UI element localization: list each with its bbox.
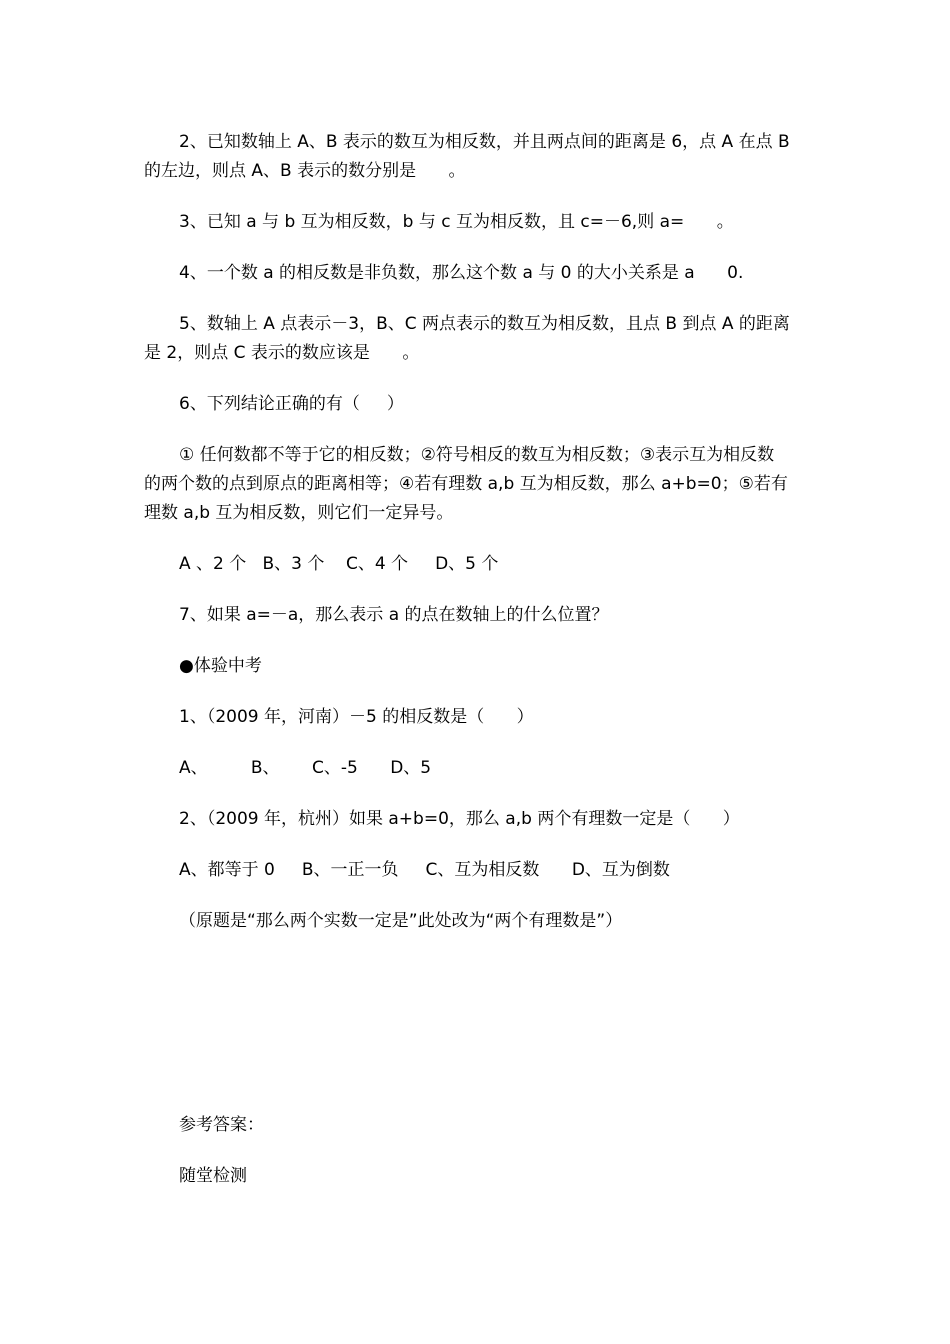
question-7: 7、如果 a=－a，那么表示 a 的点在数轴上的什么位置？: [179, 605, 609, 625]
exam-question-2-note: （原题是“那么两个实数一定是”此处改为“两个有理数是”）: [179, 911, 623, 931]
exam-question-2: 2、（2009 年，杭州）如果 a+b=0，那么 a,b 两个有理数一定是（ ）: [179, 809, 740, 829]
question-6-options: A 、2 个 B、3 个 C、4 个 D、5 个: [179, 554, 499, 574]
answers-heading: 参考答案：: [179, 1115, 264, 1135]
question-6-statements-line-3: 理数 a,b 互为相反数，则它们一定异号。: [144, 503, 454, 523]
exam-question-1: 1、（2009 年，河南）－5 的相反数是（ ）: [179, 707, 534, 727]
question-5-line-1: 5、数轴上 A 点表示－3，B、C 两点表示的数互为相反数，且点 B 到点 A 的距离: [179, 314, 790, 334]
answers-subheading: 随堂检测: [179, 1166, 247, 1186]
question-3: 3、已知 a 与 b 互为相反数，b 与 c 互为相反数，且 c=－6,则 a= 。: [179, 212, 734, 232]
section-heading-exam: ●体验中考: [179, 656, 262, 676]
question-5-line-2: 是 2，则点 C 表示的数应该是 。: [144, 343, 420, 363]
question-6-statements-line-2: 的两个数的点到原点的距离相等；④若有理数 a,b 互为相反数，那么 a+b=0；⑤若有: [144, 474, 788, 494]
question-6: 6、下列结论正确的有（ ）: [179, 394, 404, 414]
question-6-statements-line-1: ① 任何数都不等于它的相反数；②符号相反的数互为相反数；③表示互为相反数: [179, 445, 775, 465]
exam-question-2-options: A、都等于 0 B、一正一负 C、互为相反数 D、互为倒数: [179, 860, 670, 880]
question-2-line-2: 的左边，则点 A、B 表示的数分别是 。: [144, 161, 466, 181]
question-2-line-1: 2、已知数轴上 A、B 表示的数互为相反数，并且两点间的距离是 6，点 A 在点 B: [179, 132, 790, 152]
question-4: 4、一个数 a 的相反数是非负数，那么这个数 a 与 0 的大小关系是 a 0.: [179, 263, 744, 283]
exam-question-1-options: A、 B、 C、-5 D、5: [179, 758, 432, 778]
